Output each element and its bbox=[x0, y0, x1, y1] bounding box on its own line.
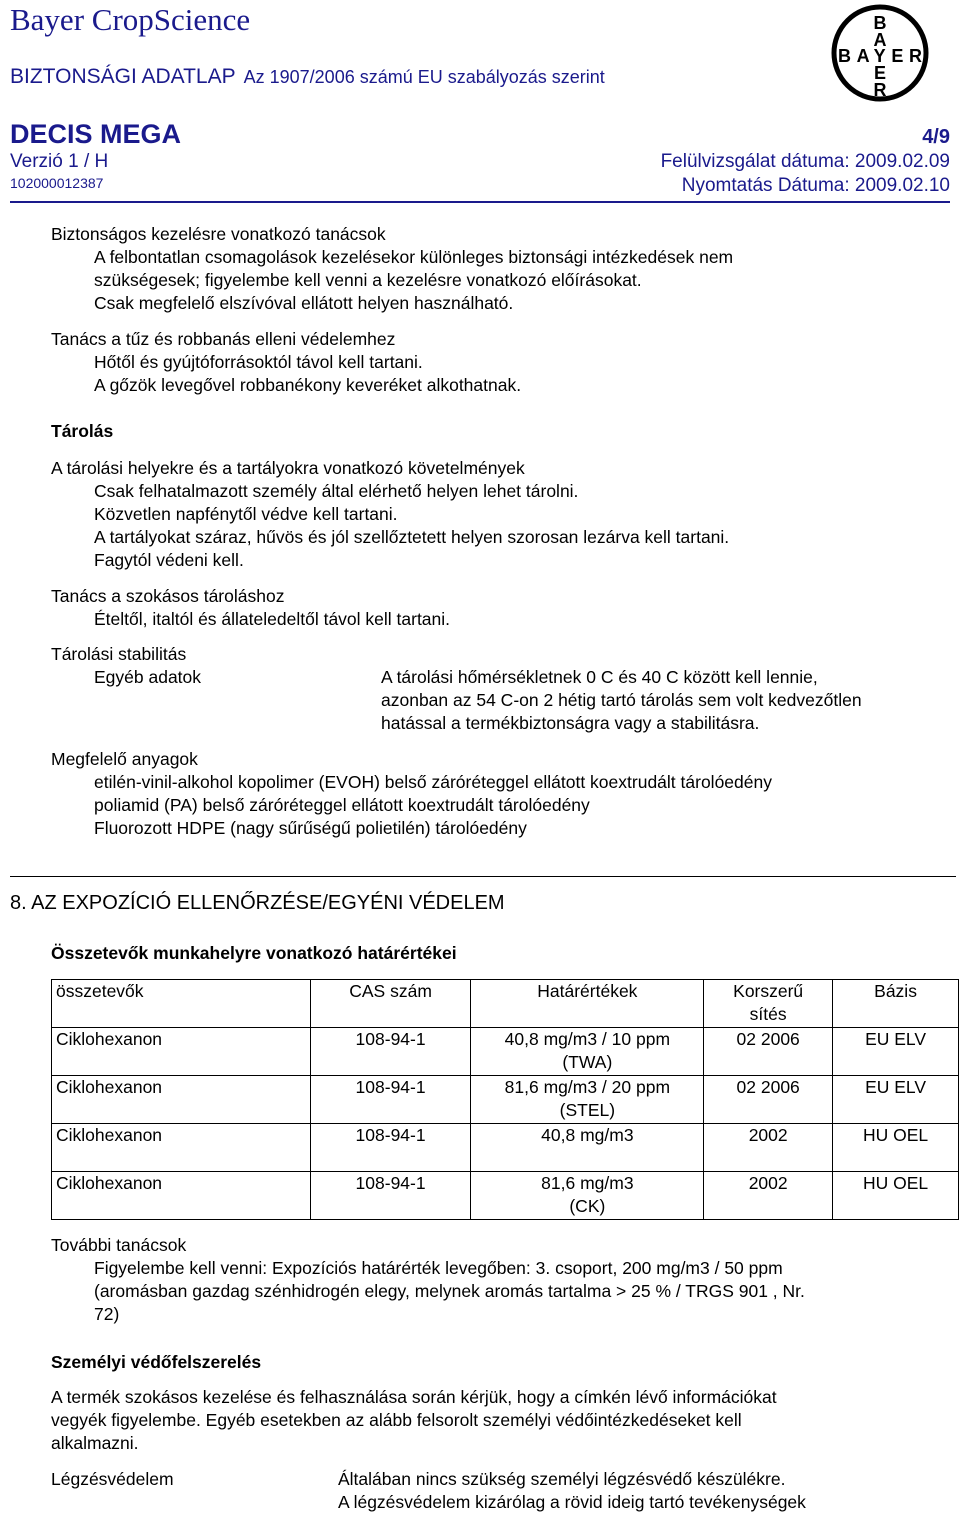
other-data-label: Egyéb adatok bbox=[94, 667, 202, 687]
regulation-label: Az 1907/2006 számú EU szabályozás szerint bbox=[243, 67, 605, 87]
table-cell: 81,6 mg/m3 / 20 ppm (STEL) bbox=[471, 1076, 704, 1124]
table-cell: 108-94-1 bbox=[310, 1076, 471, 1124]
doc-type-label: BIZTONSÁGI ADATLAP bbox=[10, 65, 236, 88]
ppe-line: vegyék figyelembe. Egyéb esetekben az alább felsorolt személyi védőintézkedéseket kell bbox=[51, 1410, 742, 1430]
table-cell: 40,8 mg/m3 bbox=[471, 1124, 704, 1172]
page-number: 4/9 bbox=[922, 126, 950, 148]
table-cell: Ciklohexanon bbox=[52, 1124, 311, 1172]
storage-title: Tárolás bbox=[51, 421, 114, 441]
handling-title: Biztonságos kezelésre vonatkozó tanácsok bbox=[51, 224, 386, 244]
handling-line: Csak megfelelő elszívóval ellátott helyen használható. bbox=[94, 293, 514, 313]
table-cell: 2002 bbox=[704, 1124, 833, 1172]
table-cell: 02 2006 bbox=[704, 1028, 833, 1076]
further-advice-line: (aromásban gazdag szénhidrogén elegy, melynek aromás tartalma > 25 % / TRGS 901 , Nr. bbox=[94, 1281, 805, 1301]
header-divider bbox=[10, 201, 950, 203]
exposure-limits-title: Összetevők munkahelyre vonatkozó határértékei bbox=[51, 943, 457, 963]
logo-letter-r: R bbox=[873, 80, 887, 100]
logo-bayer: BAYER bbox=[838, 46, 922, 66]
storage-stability-title: Tárolási stabilitás bbox=[51, 644, 187, 664]
product-name: DECIS MEGA bbox=[10, 119, 182, 149]
table-row bbox=[52, 1124, 959, 1172]
respiratory-protection-line: Általában nincs szükség személyi légzésvédő készülékre. bbox=[338, 1469, 786, 1489]
column-header: összetevők bbox=[52, 980, 311, 1028]
storage-requirements-title: A tárolási helyekre és a tartályokra vonatkozó követelmények bbox=[51, 458, 525, 478]
table-cell: Ciklohexanon bbox=[52, 1076, 311, 1124]
table-cell: 40,8 mg/m3 / 10 ppm (TWA) bbox=[471, 1028, 704, 1076]
respiratory-protection-line: A légzésvédelem kizárólag a rövid ideig tartó tevékenységek bbox=[338, 1492, 806, 1512]
further-advice-line: Figyelembe kell venni: Expozíciós határérték levegőben: 3. csoport, 200 mg/m3 / 50 ppm bbox=[94, 1258, 783, 1278]
other-data-line: hatással a termékbiztonságra vagy a stabilitásra. bbox=[381, 713, 760, 733]
table-header-row bbox=[52, 980, 959, 1028]
table-row bbox=[52, 1172, 959, 1220]
fire-protection-line: Hőtől és gyújtóforrásoktól távol kell tartani. bbox=[94, 352, 423, 372]
ppe-line: alkalmazni. bbox=[51, 1433, 139, 1453]
section-8-title: 8. AZ EXPOZÍCIÓ ELLENŐRZÉSE/EGYÉNI VÉDELEM bbox=[10, 892, 505, 914]
ppe-title: Személyi védőfelszerelés bbox=[51, 1352, 262, 1372]
table-cell: 108-94-1 bbox=[310, 1124, 471, 1172]
column-header: Határértékek bbox=[471, 980, 704, 1028]
fire-protection-line: A gőzök levegővel robbanékony keveréket alkothatnak. bbox=[94, 375, 522, 395]
further-advice-title: További tanácsok bbox=[51, 1235, 187, 1255]
document-number: 102000012387 bbox=[10, 175, 104, 191]
table-cell: 2002 bbox=[704, 1172, 833, 1220]
logo-letter-e: E bbox=[873, 63, 887, 83]
revision-date: Felülvizsgálat dátuma: 2009.02.09 bbox=[660, 151, 950, 172]
table-cell: EU ELV bbox=[833, 1076, 959, 1124]
version-suffix: H bbox=[94, 151, 109, 172]
column-header: CAS szám bbox=[310, 980, 471, 1028]
column-header: Bázis bbox=[833, 980, 959, 1028]
common-storage-line: Ételtől, italtól és állateledeltől távol kell tartani. bbox=[94, 609, 451, 629]
column-header: Korszerű sítés bbox=[704, 980, 833, 1028]
print-date: Nyomtatás Dátuma: 2009.02.10 bbox=[681, 175, 950, 196]
materials-line: etilén-vinil-alkohol kopolimer (EVOH) belső záróréteggel ellátott koextrudált tárolóedény bbox=[94, 772, 772, 792]
table-row bbox=[52, 1076, 959, 1124]
storage-requirement-line: Közvetlen napfénytől védve kell tartani. bbox=[94, 504, 398, 524]
bayer-cross-logo bbox=[830, 3, 930, 103]
fire-protection-title: Tanács a tűz és robbanás elleni védelemhez bbox=[51, 329, 396, 349]
ppe-line: A termék szokásos kezelése és felhasználása során kérjük, hogy a címkén lévő információkat bbox=[51, 1387, 777, 1407]
table-cell: 81,6 mg/m3 (CK) bbox=[471, 1172, 704, 1220]
table-cell: HU OEL bbox=[833, 1124, 959, 1172]
logo-letter-b: B bbox=[873, 13, 887, 33]
table-cell: 108-94-1 bbox=[310, 1028, 471, 1076]
table-cell: EU ELV bbox=[833, 1028, 959, 1076]
table-cell: Ciklohexanon bbox=[52, 1172, 311, 1220]
document-type bbox=[10, 65, 605, 89]
further-advice-line: 72) bbox=[94, 1304, 120, 1324]
table-cell: 02 2006 bbox=[704, 1076, 833, 1124]
respiratory-protection-label: Légzésvédelem bbox=[51, 1469, 174, 1489]
storage-requirement-line: Fagytól védeni kell. bbox=[94, 550, 244, 570]
table-cell: 108-94-1 bbox=[310, 1172, 471, 1220]
version-info bbox=[10, 151, 108, 173]
brand-name: Bayer CropScience bbox=[10, 2, 251, 37]
materials-line: poliamid (PA) belső záróréteggel ellátott koextrudált tárolóedény bbox=[94, 795, 590, 815]
materials-line: Fluorozott HDPE (nagy sűrűségű polietilén) tárolóedény bbox=[94, 818, 527, 838]
handling-line: A felbontatlan csomagolások kezelésekor különleges biztonsági intézkedések nem bbox=[94, 247, 734, 267]
version-separator: / bbox=[83, 151, 90, 172]
storage-requirement-line: A tartályokat száraz, hűvös és jól szellőztetett helyen szorosan lezárva kell tartani. bbox=[94, 527, 730, 547]
storage-requirement-line: Csak felhatalmazott személy által elérhető helyen lehet tárolni. bbox=[94, 481, 579, 501]
other-data-line: azonban az 54 C-on 2 hétig tartó tárolás sem volt kedvezőtlen bbox=[381, 690, 862, 710]
logo-letter-a: A bbox=[873, 30, 887, 50]
other-data-line: A tárolási hőmérsékletnek 0 C és 40 C között kell lennie, bbox=[381, 667, 818, 687]
table-row bbox=[52, 1028, 959, 1076]
exposure-limits-table bbox=[51, 979, 959, 1220]
handling-line: szükségesek; figyelembe kell venni a kezelésre vonatkozó előírásokat. bbox=[94, 270, 642, 290]
materials-title: Megfelelő anyagok bbox=[51, 749, 198, 769]
section-divider bbox=[10, 876, 956, 877]
version-label: Verzió 1 bbox=[10, 151, 79, 172]
table-cell: Ciklohexanon bbox=[52, 1028, 311, 1076]
table-cell: HU OEL bbox=[833, 1172, 959, 1220]
common-storage-title: Tanács a szokásos tároláshoz bbox=[51, 586, 285, 606]
